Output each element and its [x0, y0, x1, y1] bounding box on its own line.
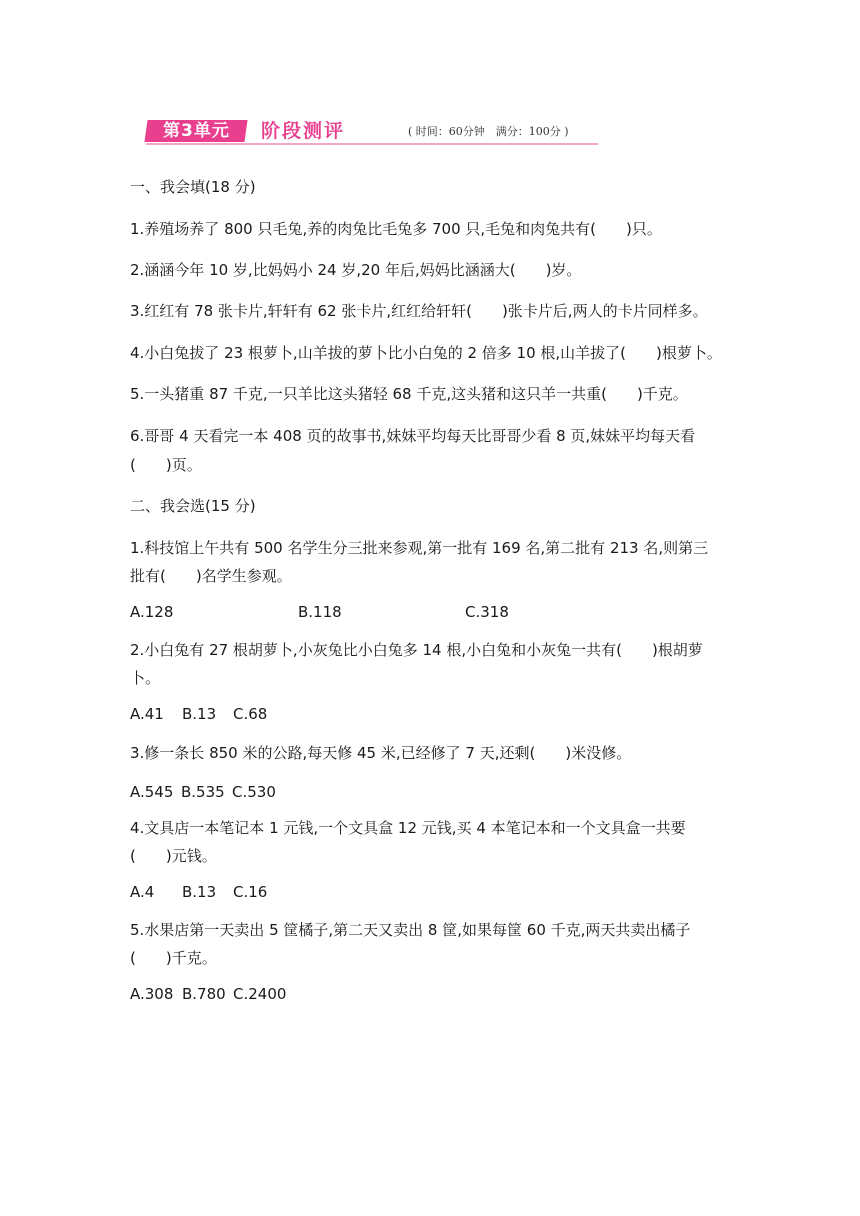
- fill-question-6: 6.哥哥 4 天看完一本 408 页的故事书,妹妹平均每天比哥哥少看 8 页,妹妹平均每天看: [130, 427, 696, 445]
- choice-question-4: 4.文具店一本笔记本 1 元钱,一个文具盒 12 元钱,买 4 本笔记本和一个文具盒一共要: [130, 819, 686, 837]
- q4-option-a: A.4: [130, 883, 155, 901]
- stage-title: 阶段测评: [261, 120, 346, 142]
- choice-question-5-cont: ( )千克。: [130, 949, 217, 967]
- q5-option-b: B.780: [182, 985, 226, 1003]
- q1-option-b: B.118: [298, 603, 342, 621]
- choice-question-2-cont: 卜。: [130, 669, 161, 687]
- fill-question-6-cont: ( )页。: [130, 456, 202, 474]
- fill-question-2: 2.涵涵今年 10 岁,比妈妈小 24 岁,20 年后,妈妈比涵涵大( )岁。: [130, 261, 582, 279]
- choice-question-2: 2.小白兔有 27 根胡萝卜,小灰兔比小白兔多 14 根,小白兔和小灰兔一共有( )根胡萝: [130, 641, 703, 659]
- fill-question-1: 1.养殖场养了 800 只毛兔,养的肉兔比毛兔多 700 只,毛兔和肉兔共有( )只。: [130, 220, 662, 238]
- q1-option-a: A.128: [130, 603, 174, 621]
- fill-question-5: 5.一头猪重 87 千克,一只羊比这头猪轻 68 千克,这头猪和这只羊一共重( )千克。: [130, 385, 688, 403]
- choice-question-4-cont: ( )元钱。: [130, 847, 217, 865]
- section-title-fill: 一、我会填(18 分): [130, 178, 256, 196]
- q4-option-c: C.16: [233, 883, 268, 901]
- header-rule: [146, 143, 598, 145]
- q1-option-c: C.318: [465, 603, 509, 621]
- choice-question-3: 3.修一条长 850 米的公路,每天修 45 米,已经修了 7 天,还剩( )米没修。: [130, 744, 632, 762]
- section-title-choice: 二、我会选(15 分): [130, 497, 256, 515]
- choice-question-1-cont: 批有( )名学生参观。: [130, 567, 292, 585]
- unit-label: 第3单元: [162, 121, 230, 141]
- q4-option-b: B.13: [182, 883, 217, 901]
- exam-meta: ( 时间：60分钟 满分：100分 ): [408, 125, 569, 138]
- fill-question-4: 4.小白兔拔了 23 根萝卜,山羊拔的萝卜比小白兔的 2 倍多 10 根,山羊拔了( )根萝卜。: [130, 344, 722, 362]
- choice-question-1: 1.科技馆上午共有 500 名学生分三批来参观,第一批有 169 名,第二批有 213 名,则第三: [130, 539, 709, 557]
- q2-option-b: B.13: [182, 705, 217, 723]
- choice-question-5: 5.水果店第一天卖出 5 筐橘子,第二天又卖出 8 筐,如果每筐 60 千克,两天共卖出橘子: [130, 921, 691, 939]
- q5-option-c: C.2400: [233, 985, 287, 1003]
- q3-option-c: C.530: [232, 783, 276, 801]
- fill-question-3: 3.红红有 78 张卡片,轩轩有 62 张卡片,红红给轩轩( )张卡片后,两人的卡片同样多。: [130, 302, 708, 320]
- q3-option-b: B.535: [181, 783, 225, 801]
- q2-option-a: A.41: [130, 705, 164, 723]
- q2-option-c: C.68: [233, 705, 268, 723]
- unit-badge: [144, 120, 247, 142]
- q3-option-a: A.545: [130, 783, 174, 801]
- q5-option-a: A.308: [130, 985, 174, 1003]
- page-header: [146, 118, 598, 146]
